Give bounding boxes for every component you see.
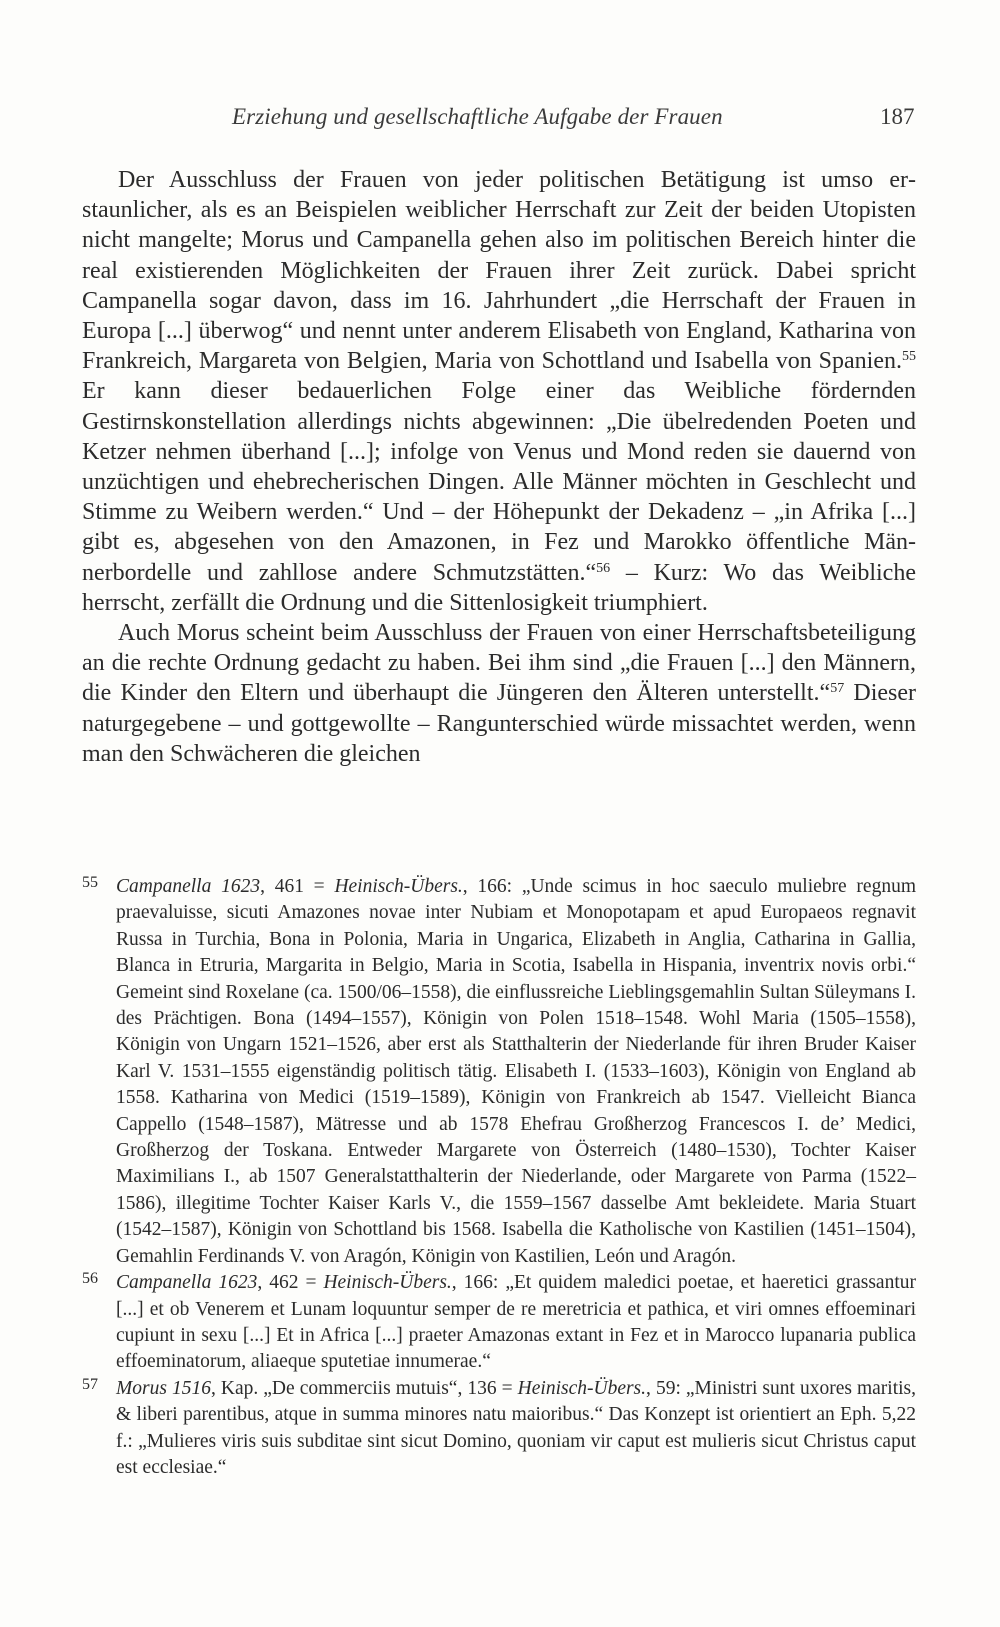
footnote-text: , 166: „Et quidem maledici poetae, et haeretici grassantur [...] et ob Venerem et Lunam loquuntur semper de re meretricia et pathica, et viri omnes effoeminari cupiunt in sexu [...] Et in Africa [...] praeter Amazonas extant in Fez et in Marocco lupanaria publica effoeminatorum, aliaeque sputetiae innumerae.“ [116,1272,916,1373]
footnote-ref-57[interactable]: 57 [830,681,845,697]
footnote-number: 56 [82,1270,98,1288]
paragraph-text: Er kann dieser bedauerlichen Folge einer das Weibliche fördernden Gestirnskonstellation allerdings nichts abgewinnen: „Die übelredenden Poeten und Ketzer nehmen überhand [...]; infolge von Venus und Mond reden sie dauernd von unzüchtigen und ehebrecherischen Dingen. Alle Männer möchten in Geschlecht und Stimme zu Weibern werden.“ Und – der Höhepunkt der Dekadenz – „in Afrika [...] gibt es, abgesehen von den Amazonen, in Fez und Marokko öffentliche Männerbordelle und zahllose andere Schmutzstätten.“ [82,378,916,586]
footnote-source: Heinisch-Übers. [323,1272,452,1294]
footnote-number: 57 [82,1375,98,1393]
paragraph-text: – Kurz: Wo das Weibliche herrscht, zerfällt die Ordnung und die Sittenlosigkeit triumphiert. [82,559,916,616]
footnote-ref-56[interactable]: 56 [596,560,611,576]
paragraph [82,165,916,618]
paragraph-text: Auch Morus scheint beim Ausschluss der Frauen von einer Herrschaftsbeteiligung an die rechte Ordnung gedacht zu haben. Bei ihm sind „die Frauen [...] den Männern, die Kinder den Eltern und überhaupt die Jüngeren den Älteren unterstellt.“ [82,620,916,707]
footnote-source: Campanella 1623 [116,1272,258,1294]
main-text [82,165,916,769]
footnote-text: , 461 = [260,876,335,897]
footnote-56 [82,1270,916,1376]
paragraph-text: Der Ausschluss der Frauen von jeder politischen Betätigung ist umso erstaunlicher, als es an Beispielen weiblicher Herrschaft zur Zeit der beiden Utopisten nicht mangelte; Morus und Campanella gehen also im politischen Bereich hinter die real existierenden Möglichkeiten der Frauen ihrer Zeit zurück. Dabei spricht Campanella sogar davon, dass im 16. Jahrhundert „die Herrschaft der Frauen in Europa [...] überwog“ und nennt unter anderem Elisabeth von England, Katharina von Frankreich, Margareta von Belgien, Maria von Schottland und Isabella von Spanien. [82,167,916,375]
footnote-number: 55 [82,874,98,891]
footnote-text: , Kap. „De commerciis mutuis“, 136 = [210,1377,518,1399]
footnote-text: , 59: „Ministri sunt uxores maritis, & liberi parentibus, atque in summa minores natu maioribus.“ Das Konzept ist orientiert an Eph. 5,22 f.: „Mulieres viris suis subditae sint sicut Domino, quoniam vir caput est mulieris sicut Christus caput est ecclesiae.“ [116,1377,917,1478]
footnote-text: , 462 = [257,1272,324,1294]
footnote-source: Heinisch-Übers. [517,1377,647,1399]
footnote-55 [82,874,916,1270]
footnote-source: Campanella 1623 [116,876,261,897]
page-number: 187 [880,104,915,129]
footnote-source: Morus 1516 [116,1377,211,1399]
footnote-source: Heinisch-Übers. [334,876,463,897]
footnote-57 [82,1376,916,1482]
footnote-text: , 166: „Unde scimus in hoc saeculo muliebre regnum praevaluisse, sicuti Amazones novae inter Nubiam et Monopotapam et apud Europaeos regnavit Russa in Turchia, Bona in Polonia, Maria in Ungarica, Elizabeth in Anglia, Catharina in Gallia, Blanca in Etruria, Margarita in Belgio, Maria in Scotia, Isabella in Hispania, inventrix novis orbi.“ Gemeint sind Roxelane (ca. 1500/06–1558), die einflussreiche Lieblingsgemahlin Sultan Süleymans I. des Prächtigen. Bona (1494–1557), Königin von Polen 1518–1548. Wohl Maria (1505–1558), Königin von Ungarn 1521–1526, aber erst als Statthalterin der Niederlande für ihren Bruder Kaiser Karl V. 1531–1555 eigenständig politisch tätig. Elisabeth I. (1533–1603), Königin von England ab 1558. Katharina von Medici (1519–1589), Königin von Frankreich ab 1547. Vielleicht Bianca Cappello (1548–1587), Mätresse und ab 1578 Ehefrau Großherzog Francescos I. de’ Medici, Großherzog der Toskana. Entweder Margarete von Österreich (1480–1530), Tochter Kaiser Maximilians I., ab 1507 Generalstatthalterin der Niederlande, oder Margarete von Parma (1522–1586), illegitime Tochter Kaiser Karls V., die 1559–1567 dasselbe Amt bekleidete. Maria Stuart (1542–1587), Königin von Schottland bis 1568. Isabella die Katholische von Kastilien (1451–1504), Gemahlin Ferdinands V. von Aragón, Königin von Kastilien, León und Aragón. [116,876,916,1267]
footnote-ref-55[interactable]: 55 [902,349,916,365]
paragraph [82,618,916,769]
paragraph-text: Dieser naturgegebene – und gottgewollte – Rangunterschied würde missachtet werden, wenn man den Schwächeren die gleichen [82,680,916,767]
footnotes [82,874,916,1481]
running-head: Erziehung und gesellschaftliche Aufgabe der Frauen [232,104,723,129]
